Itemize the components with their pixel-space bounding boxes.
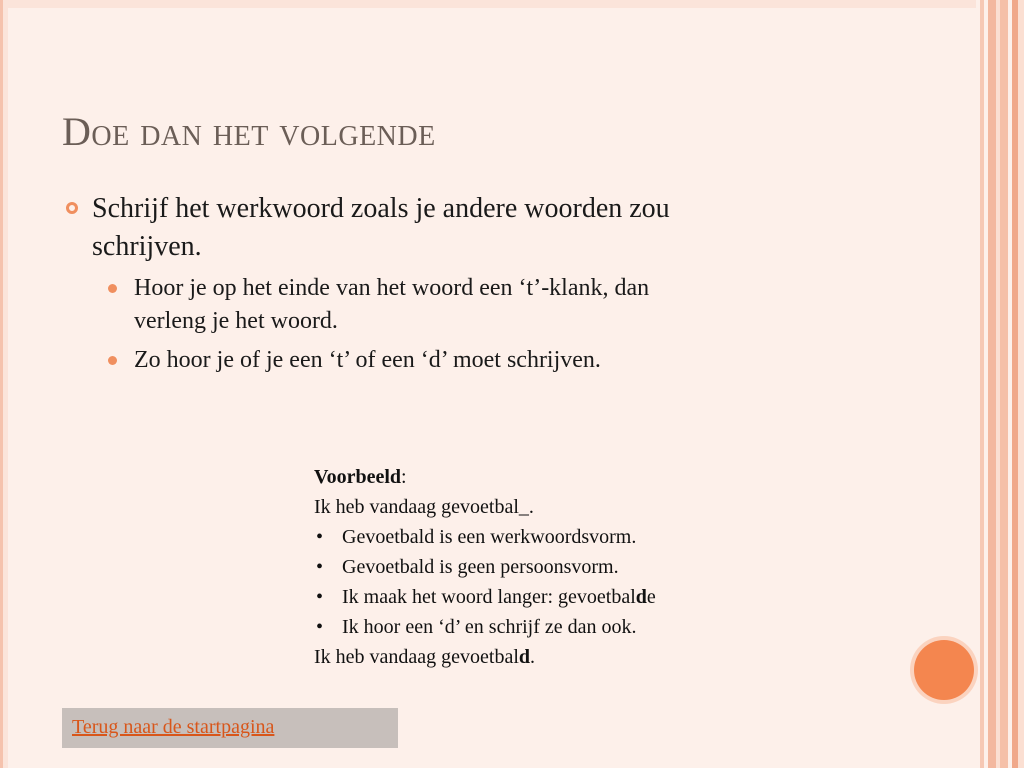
sub-point-line2: verleng je het woord. — [134, 308, 338, 334]
example-longer-bold: d — [635, 586, 647, 608]
sub-bullet-point — [62, 344, 902, 377]
example-longer-suffix: e — [646, 586, 656, 608]
back-link-box — [62, 708, 398, 748]
example-longer-prefix: Ik maak het woord langer: gevoetbal — [342, 586, 636, 608]
example-box — [314, 462, 656, 672]
example-bullet-text: Gevoetbald is een werkwoordsvorm. — [342, 526, 637, 548]
example-bullet-text: Ik hoor een ‘d’ en schrijf ze dan ook. — [342, 616, 637, 638]
bullet-dot: • — [316, 586, 324, 608]
example-heading-colon: : — [401, 466, 407, 488]
example-heading-label: Voorbeeld — [314, 466, 402, 488]
frame-left — [0, 0, 8, 768]
example-bullet-text: Gevoetbald is geen persoonsvorm. — [342, 556, 619, 578]
example-final-sentence — [314, 642, 656, 672]
bullet-dot: • — [316, 526, 324, 548]
main-bullet-point — [62, 190, 902, 266]
ring-bullet-icon — [66, 202, 78, 214]
example-sentence: Ik heb vandaag gevoetbal_. — [314, 496, 534, 518]
sub-point-line1: Hoor je op het einde van het woord een ‘t’-klank, dan — [134, 275, 650, 301]
example-final-prefix: Ik heb vandaag gevoetbal — [314, 646, 519, 668]
sub-bullet-point — [62, 272, 902, 338]
slide-title: Doe dan het volgende — [62, 109, 436, 154]
bullet-dot: • — [316, 556, 324, 578]
example-bullet — [314, 582, 656, 612]
decorative-stripes — [976, 0, 1024, 768]
dot-bullet-icon — [108, 284, 117, 293]
dot-bullet-icon — [108, 356, 117, 365]
frame-top — [0, 0, 1024, 8]
example-final-suffix: . — [530, 646, 536, 668]
example-heading — [314, 462, 656, 492]
example-bullet — [314, 552, 656, 582]
bullet-dot: • — [316, 616, 324, 638]
example-final-bold: d — [518, 646, 531, 668]
example-bullet — [314, 522, 656, 552]
sub-point-line1: Zo hoor je of je een ‘t’ of een ‘d’ moet schrijven. — [134, 347, 601, 373]
main-point-line2: schrijven. — [92, 231, 202, 262]
slide-content — [62, 190, 902, 377]
decorative-circle — [914, 640, 974, 700]
main-point-line1: Schrijf het werkwoord zoals je andere woorden zou — [92, 193, 670, 224]
example-bullet — [314, 612, 656, 642]
back-to-start-link[interactable]: Terug naar de startpagina — [72, 716, 275, 738]
